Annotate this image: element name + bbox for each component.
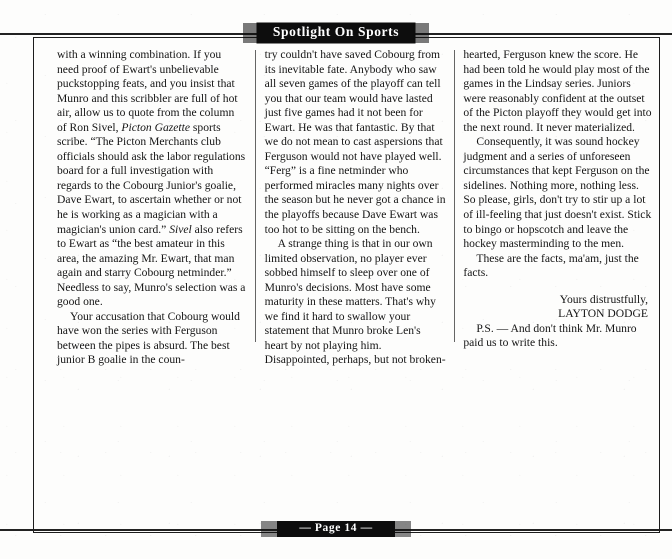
footer-rule-left (0, 529, 285, 531)
paragraph: hearted, Ferguson knew the score. He had been told he would play most of the games in the Lindsay series. Juniors were reasonably confident at the outset of the Picton playoff they would get into the next round. It never materialized. (463, 48, 652, 134)
masthead (0, 22, 672, 44)
footer (0, 519, 672, 539)
signature-closing: Yours distrustfully, (559, 292, 649, 306)
italic-name: Sivel (169, 222, 192, 236)
article-body (57, 48, 652, 367)
paragraph-text-segment: with a winning combination. If you need proof of Ewart's unbelievable puckstopping feats, and you insist that Munro and this scribbler are full of hot air, allow us to quote from the column of Ron Sivel, (57, 48, 238, 134)
column-divider-rule-1 (255, 50, 256, 342)
article-column-2 (265, 48, 447, 368)
masthead-title-banner: Spotlight On Sports (257, 23, 415, 43)
article-column-1 (57, 48, 246, 368)
paragraph-text-segment: also refers to Ewart as “the best amateur in this area, the amazing Mr. Ewart, that man again and starry Cobourg netminder.” Needless to say, Munro's selection was a good one. (57, 222, 246, 309)
column-divider-rule-2 (454, 50, 455, 342)
paragraph (57, 48, 246, 310)
paragraph: Consequently, it was sound hockey judgment and a series of unforeseen circumstances that kept Ferguson on the sidelines. Nothing more, nothing less. So please, girls, don't try to stir up a lot of ill-feeling that just doesn't exist. Stick to bingo or hopscotch and leave the hockey masterminding to the men. (463, 135, 652, 251)
footer-page-number-banner: — Page 14 — (277, 521, 394, 537)
article-column-3 (463, 48, 652, 351)
masthead-rule-left (0, 33, 263, 35)
paragraph-text-segment: sports scribe. “The Picton Merchants club officials should ask the labor regulations board for a full investigation with regards to the Cobourg Junior's goalie, Dave Ewart, to ascertain whether or not he is working as a magician with a magician's union card.” (57, 120, 246, 236)
masthead-rule-right (409, 33, 672, 35)
paragraph: These are the facts, ma'am, just the facts. (463, 251, 639, 280)
paragraph: A strange thing is that in our own limited observation, no player ever sobbed himself to sleep over one of Munro's decisions. Most have some maturity in these matters. That's why we find it hard to swallow your statement that Munro broke Len's heart by not playing him. Disappointed, perhaps, but not broken- (264, 237, 446, 367)
italic-publication-name: Picton Gazette (121, 120, 190, 134)
paragraph: try couldn't have saved Cobourg from its inevitable fate. Anybody who saw all seven games of the playoff can tell you that our team would have lasted just five games had it not been for Ewart. He was that fantastic. By that we do not mean to cast aspersions that Ferguson would not have played well. “Ferg” is a fine netminder who performed miracles many nights over the season but he never got a chance in the playoffs because Dave Ewart was too hot to be sitting on the bench. (264, 48, 446, 236)
signature-name: LAYTON DODGE (558, 307, 649, 321)
footer-rule-right (387, 529, 672, 531)
paragraph: Your accusation that Cobourg would have won the series with Ferguson between the pipes is absurd. The best junior B goalie in the coun- (57, 309, 240, 367)
signature-postscript: P.S. — And don't think Mr. Munro paid us to write this. (463, 321, 637, 350)
signature-spacer (463, 281, 652, 293)
